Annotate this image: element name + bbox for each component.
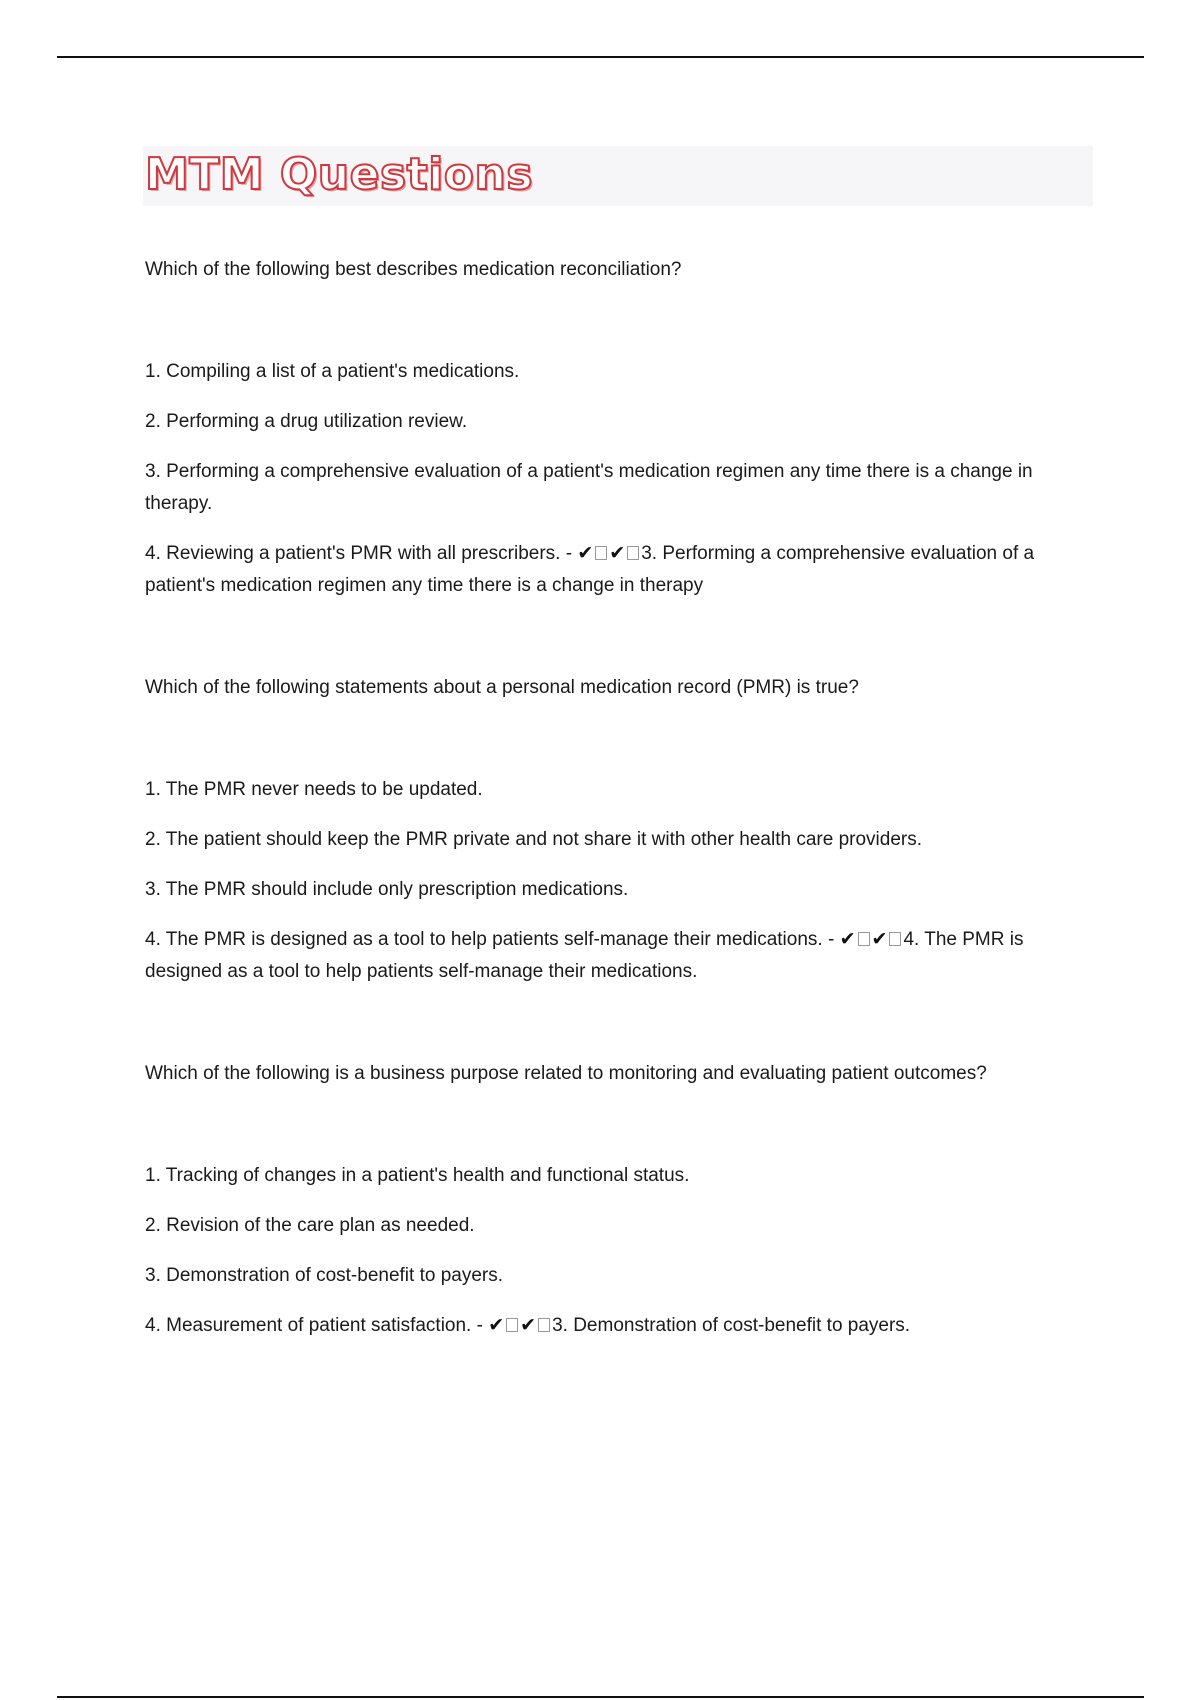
correct-answer: 4. The PMR is designed as a tool to help patients self-manage their medications. [145,929,1024,982]
answer-option: 2. Performing a drug utilization review. [145,411,468,432]
check-icon: ✔ [577,543,594,564]
question-block-3 [145,1058,1095,1342]
check-icon: ✔ [839,929,856,950]
title-banner [143,146,1093,206]
check-icon: ✔ [609,543,626,564]
answer-option: 1. Compiling a list of a patient's medications. [145,361,520,382]
box-icon [538,1318,550,1332]
question-block-2 [145,672,1095,988]
answer-option: 2. Revision of the care plan as needed. [145,1215,475,1236]
question-block-1 [145,254,1095,602]
box-icon [858,932,870,946]
answer-option-text: 4. Reviewing a patient's PMR with all prescribers. - [145,543,573,564]
answer-option-with-key [145,1310,1095,1342]
box-icon [506,1318,518,1332]
check-icon: ✔ [520,1315,537,1336]
answer-option: 1. The PMR never needs to be updated. [145,779,483,800]
question-text: Which of the following best describes medication reconciliation? [145,259,682,280]
correct-answer: 3. Demonstration of cost-benefit to payers. [552,1315,911,1336]
answer-option-text: 4. The PMR is designed as a tool to help patients self-manage their medications. - [145,929,835,950]
answer-option-with-key [145,538,1095,602]
box-icon [627,546,639,560]
question-text: Which of the following is a business purpose related to monitoring and evaluating patient outcomes? [145,1063,987,1084]
answer-option: 2. The patient should keep the PMR private and not share it with other health care providers. [145,829,922,850]
check-icon: ✔ [488,1315,505,1336]
answer-option: 3. The PMR should include only prescription medications. [145,879,629,900]
footer-rule [57,1696,1144,1698]
correct-answer: 3. Performing a comprehensive evaluation of a patient's medication regimen any time there is a change in therapy [145,543,1035,596]
check-icon: ✔ [871,929,888,950]
answer-option: 1. Tracking of changes in a patient's health and functional status. [145,1165,690,1186]
box-icon [889,932,901,946]
document-title: MTM Questions [145,149,534,200]
answer-option: 3. Performing a comprehensive evaluation of a patient's medication regimen any time there is a change in therapy. [145,461,1033,514]
header-rule [57,56,1144,58]
question-list [145,254,1095,1360]
answer-option-text: 4. Measurement of patient satisfaction. - [145,1315,483,1336]
box-icon [595,546,607,560]
question-text: Which of the following statements about a personal medication record (PMR) is true? [145,677,859,698]
answer-option-with-key [145,924,1095,988]
answer-option: 3. Demonstration of cost-benefit to payers. [145,1265,504,1286]
